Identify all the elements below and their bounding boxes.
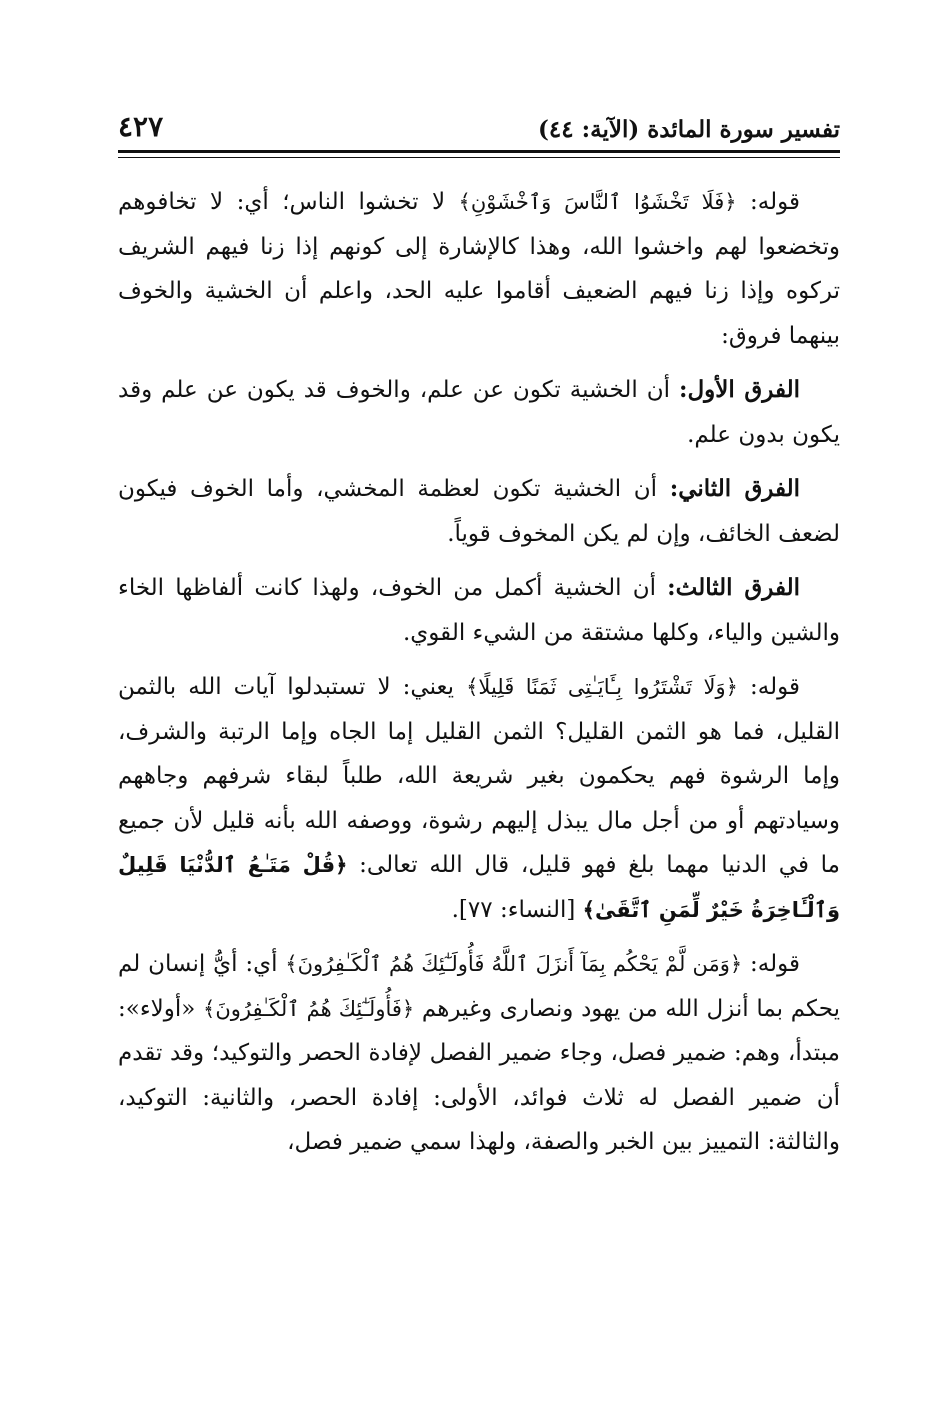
- page-number: ٤٢٧: [118, 110, 164, 143]
- difference-3-label: الفرق الثالث:: [667, 574, 800, 601]
- difference-1-label: الفرق الأول:: [678, 376, 800, 403]
- verse-reference: [النساء: ٧٧].: [451, 896, 583, 923]
- paragraph-1-text: لا تخشوا الناس؛ أي: لا تخافوهم وتخضعوا لهم واخشوا الله، وهذا كالإشارة إلى كونهم إذا زنا فيهم الشريف تركوه وإذا زنا فيهم الضعيف أقاموا عليه الحد، واعلم أن الخشية والخوف بينهما فروق:: [118, 189, 840, 349]
- paragraph-5-text: يعني: لا تستبدلوا آيات الله بالثمن القليل، فما هو الثمن القليل؟ الثمن القليل إما الجاه وإما الرتبة والشرف، وإما الرشوة فهم يحكمون بغير شريعة الله، طلباً لبقاء شرفهم وجاههم وسيادتهم أو من أجل مال يبذل إليهم رشوة، ووصفه الله بأنه قليل لأن جميع ما في الدنيا مهما بلغ فهو قليل، قال الله تعالى:: [118, 674, 841, 878]
- quran-verse: ﴿فَلَا تَخْشَوُا ٱلنَّاسَ وَٱخْشَوْنِ﴾: [458, 190, 737, 214]
- paragraph-6: [118, 942, 840, 1165]
- page-header: [118, 108, 840, 152]
- paragraph-1: [118, 180, 840, 358]
- difference-2-label: الفرق الثاني:: [669, 475, 801, 502]
- header-rule-thin: [118, 157, 840, 158]
- quran-verse: ﴿فَأُولَـٰٓئِكَ هُمُ ٱلْكَـٰفِرُونَ﴾: [203, 996, 415, 1021]
- quran-verse: ﴿قُلْ مَتَـٰعُ ٱلدُّنْيَا قَلِيلٌ وَٱلْـَٔاخِرَةُ خَيْرٌ لِّمَنِ ٱتَّقَىٰ﴾: [118, 853, 840, 922]
- difference-3-text: أن الخشية أكمل من الخوف، ولهذا كانت ألفاظها الخاء والشين والياء، وكلها مشتقة من الشيء القوي.: [118, 575, 840, 646]
- page-body: [118, 180, 840, 1175]
- paragraph-2: [118, 368, 840, 457]
- paragraph-6-text-cont: «أولاء»: مبتدأ، وهم: ضمير فصل، وجاء ضمير الفصل لإفادة الحصر والتوكيد؛ وقد تقدم أن ضمير الفصل له ثلاث فوائد، الأولى: إفادة الحصر، والثانية: التوكيد، والثالثة: التمييز بين الخبر والصفة، ولهذا سمي ضمير فصل،: [118, 995, 840, 1155]
- running-title: تفسير سورة المائدة (الآية: ٤٤): [538, 116, 840, 143]
- paragraph-5: [118, 665, 840, 932]
- difference-1-text: أن الخشية تكون عن علم، والخوف قد يكون عن علم وقد يكون بدون علم.: [118, 377, 840, 448]
- paragraph-6-intro: قوله:: [742, 951, 801, 977]
- paragraph-3: [118, 467, 840, 556]
- paragraph-1-intro: قوله:: [736, 189, 800, 215]
- header-rule-thick: [118, 150, 840, 153]
- paragraph-6-text: أي: أيُّ إنسان لم يحكم بما أنزل الله من يهود ونصارى وغيرهم: [118, 951, 840, 1022]
- quran-verse: ﴿وَلَا تَشْتَرُوا بِـَٔايَـٰتِى ثَمَنًا قَلِيلًا﴾: [466, 675, 738, 699]
- paragraph-5-intro: قوله:: [737, 674, 801, 700]
- difference-2-text: أن الخشية تكون لعظمة المخشي، وأما الخوف فيكون لضعف الخائف، وإن لم يكن المخوف قوياً.: [118, 476, 840, 547]
- paragraph-4: [118, 566, 840, 655]
- quran-verse: ﴿وَمَن لَّمْ يَحْكُم بِمَآ أَنزَلَ ٱللَّهُ فَأُولَـٰٓئِكَ هُمُ ٱلْكَـٰفِرُونَ﴾: [285, 952, 743, 976]
